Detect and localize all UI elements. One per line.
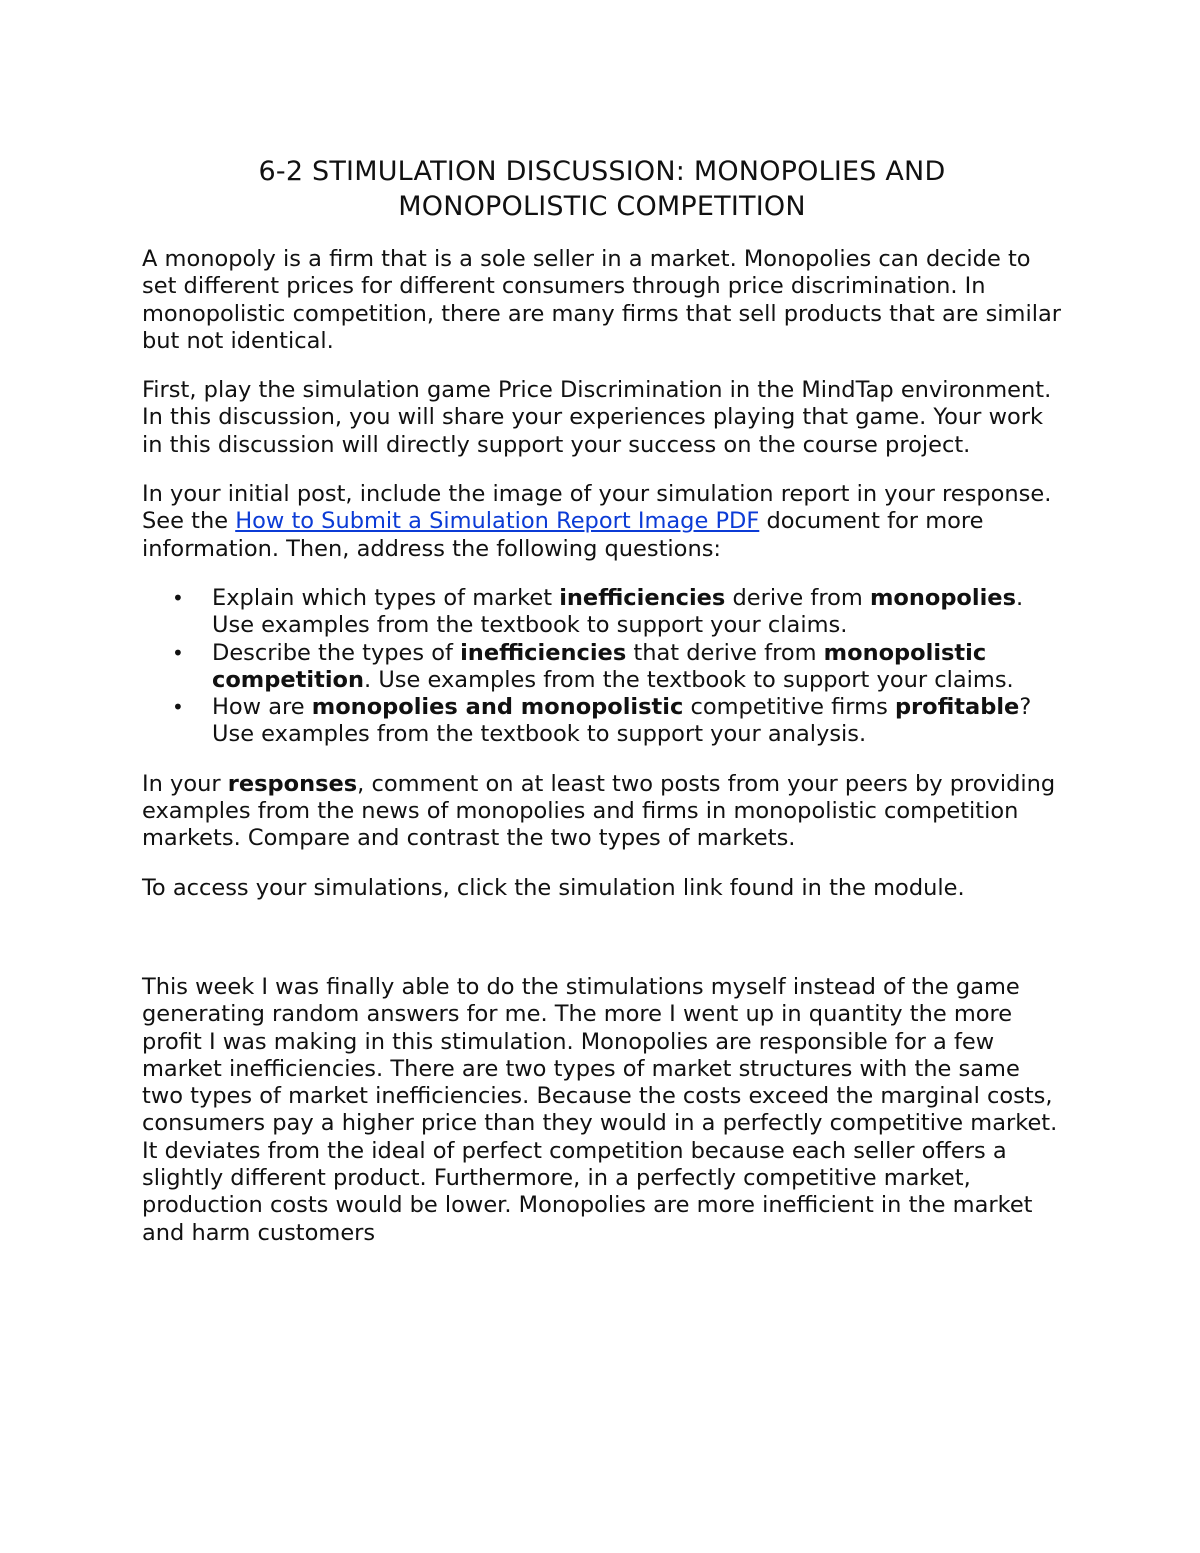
- title-line-2: MONOPOLISTIC COMPETITION: [398, 191, 806, 222]
- initial-post-text-after: document for more information. Then, address the following questions:: [142, 508, 984, 562]
- list-item: [142, 585, 1062, 640]
- responses-paragraph: [142, 771, 1062, 853]
- question-emphasis: monopolies and monopolistic: [311, 694, 684, 721]
- list-item: [142, 694, 1062, 749]
- question-emphasis: inefficiencies: [559, 584, 726, 611]
- question-text: ? Use examples from the textbook to support your analysis.: [212, 694, 1032, 748]
- question-text: Describe the types of: [212, 639, 461, 666]
- question-emphasis: monopolistic competition: [212, 639, 987, 693]
- question-list: [142, 585, 1062, 749]
- question-text: that derive from: [626, 639, 824, 666]
- question-text: Explain which types of market: [212, 584, 560, 611]
- page-title: [142, 154, 1062, 224]
- question-emphasis: profitable: [894, 694, 1020, 721]
- responses-emphasis: responses: [227, 770, 358, 797]
- question-text: derive from: [725, 584, 870, 611]
- responses-text-after: , comment on at least two posts from your peers by providing examples from the news of monopolies and firms in monopolistic competition markets. Compare and contrast the two types of markets.: [142, 770, 1056, 852]
- spacer: [142, 924, 1062, 974]
- bullet-icon: •: [172, 585, 184, 610]
- intro-paragraph: A monopoly is a firm that is a sole seller in a market. Monopolies can decide to set different prices for different consumers through price discrimination. In monopolistic competition, there are many firms that sell products that are similar but not identical.: [142, 246, 1061, 354]
- bullet-icon: •: [172, 640, 184, 665]
- simulation-report-guide-link[interactable]: How to Submit a Simulation Report Image PDF: [235, 508, 760, 535]
- bullet-icon: •: [172, 695, 184, 720]
- initial-post-paragraph: [142, 481, 1062, 563]
- question-text: How are: [212, 694, 312, 721]
- list-item: [142, 640, 1062, 695]
- question-text: competitive firms: [683, 694, 895, 721]
- access-paragraph: To access your simulations, click the simulation link found in the module.: [142, 874, 965, 901]
- initial-post-text-before: In your initial post, include the image of your simulation report in your response. See the: [142, 481, 1052, 535]
- question-emphasis: inefficiencies: [460, 639, 627, 666]
- question-text: . Use examples from the textbook to support your claims.: [212, 584, 1024, 639]
- responses-text-before: In your: [142, 770, 228, 797]
- question-text: . Use examples from the textbook to support your claims.: [364, 666, 1014, 693]
- instructions-paragraph: First, play the simulation game Price Discrimination in the MindTap environment. In this discussion, you will share your experiences playing that game. Your work in this discussion will directly support your success on the course project.: [142, 377, 1052, 458]
- document-body: [142, 154, 1062, 1247]
- student-response-paragraph: This week I was finally able to do the stimulations myself instead of the game generating random answers for me. The more I went up in quantity the more profit I was making in this stimulation. Monopolies are responsible for a few market inefficiencies. There are two types of market structures with the same two types of market inefficiencies. Because the costs exceed the marginal costs, consumers pay a higher price than they would in a perfectly competitive market. It deviates from the ideal of perfect competition because each seller offers a slightly different product. Furthermore, in a perfectly competitive market, production costs would be lower. Monopolies are more inefficient in the market and harm customers: [142, 973, 1058, 1246]
- title-line-1: 6-2 STIMULATION DISCUSSION: MONOPOLIES AND: [258, 156, 946, 187]
- question-emphasis: monopolies: [869, 584, 1016, 611]
